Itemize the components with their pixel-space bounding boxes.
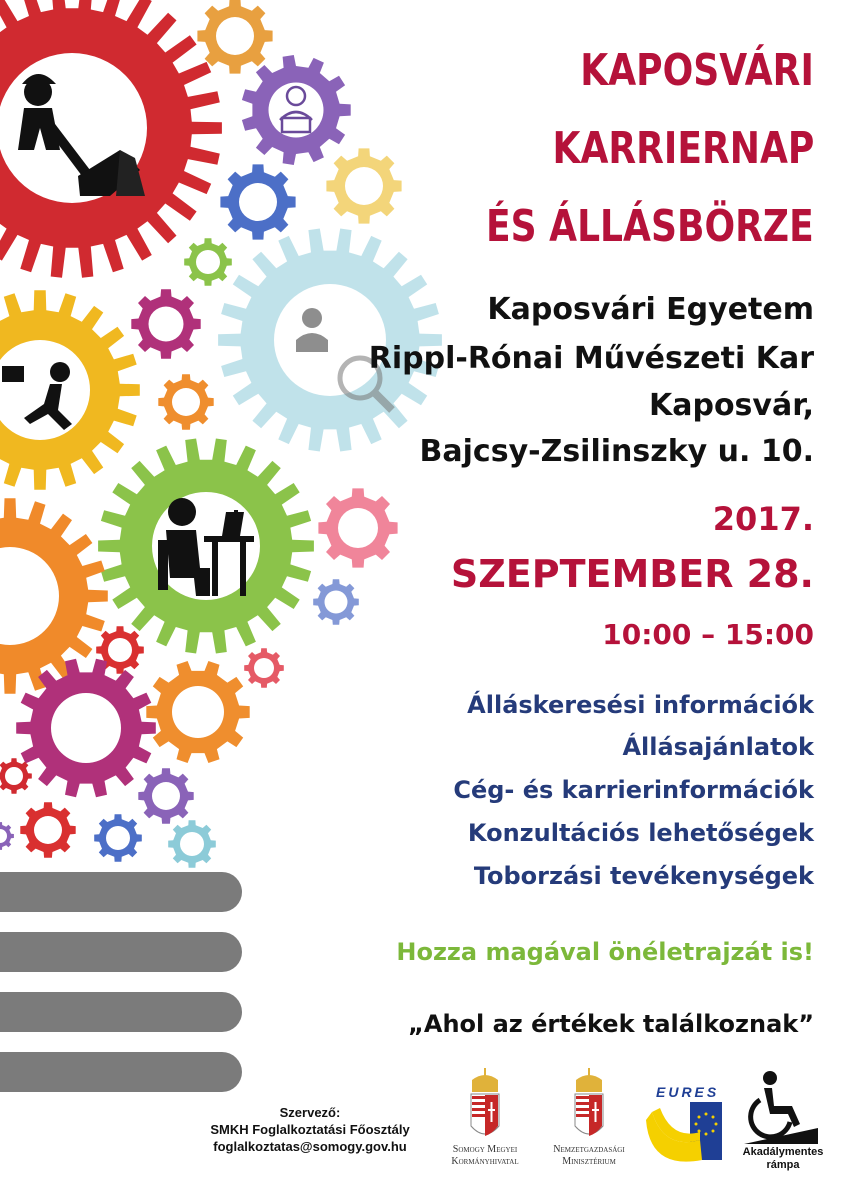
somogy-coat-of-arms-icon <box>471 1068 499 1136</box>
construction-worker-icon <box>18 74 145 196</box>
gear-icon <box>146 661 249 763</box>
organizer-block <box>190 1104 430 1155</box>
venue-faculty: Rippl-Rónai Művészeti Kar <box>368 341 814 376</box>
title-line-3: ÉS ÁLLÁSBÖRZE <box>486 201 814 252</box>
somogy-caption-line-2: Kormányhivatal <box>451 1156 519 1167</box>
gear-icon <box>98 439 314 654</box>
gear-icon <box>318 488 397 567</box>
eures-logo-text: EURES <box>656 1084 720 1100</box>
feature-item: Konzultációs lehetőségek <box>467 819 814 847</box>
venue-street: Bajcsy-Zsilinszky u. 10. <box>419 434 814 469</box>
gear-icon <box>184 238 232 286</box>
gear-icon <box>326 148 401 223</box>
person-at-computer-icon <box>158 498 254 596</box>
ministry-caption-line-2: Minisztérium <box>562 1156 616 1167</box>
accessibility-caption-line-1: Akadálymentes <box>742 1146 824 1158</box>
gear-icon <box>0 822 14 850</box>
feature-item: Toborzási tevékenységek <box>473 862 814 890</box>
organizer-email: foglalkoztatas@somogy.gov.hu <box>213 1139 407 1154</box>
gear-icon <box>0 758 32 794</box>
organizer-label: Szervező: <box>279 1105 341 1120</box>
office-worker-icon <box>280 87 312 132</box>
title-line-1: KAPOSVÁRI <box>580 45 814 96</box>
lightbulb-base <box>0 872 242 1092</box>
gear-icon <box>94 814 142 862</box>
gear-icon <box>131 289 200 358</box>
gear-icon <box>220 164 295 239</box>
gear-icon <box>20 802 75 857</box>
ministry-logo-caption <box>534 1144 644 1168</box>
eures-logo-icon <box>646 1102 722 1162</box>
gear-icon <box>197 0 272 74</box>
feature-item: Cég- és karrierinformációk <box>453 776 814 804</box>
running-businessman-icon <box>2 362 72 430</box>
organizer-name: SMKH Foglalkoztatási Főosztály <box>210 1122 410 1137</box>
event-date: SZEPTEMBER 28. <box>450 552 814 596</box>
gear-icon <box>313 579 359 625</box>
feature-item: Állásajánlatok <box>622 733 814 761</box>
feature-item: Álláskeresési információk <box>467 691 814 719</box>
accessibility-caption <box>740 1146 826 1172</box>
ministry-coat-of-arms-icon <box>575 1068 603 1136</box>
somogy-caption-line-1: Somogy Megyei <box>452 1144 518 1155</box>
somogy-logo-caption <box>432 1144 538 1168</box>
gear-icon <box>158 374 213 429</box>
gear-icon <box>0 290 140 490</box>
slogan-text: „Ahol az értékek találkoznak” <box>408 1010 814 1038</box>
cta-text: Hozza magával önéletrajzát is! <box>396 938 814 966</box>
gear-icon <box>168 820 216 868</box>
wheelchair-icon <box>744 1071 818 1144</box>
venue-city: Kaposvár, <box>648 388 814 423</box>
gear-icon <box>244 648 284 688</box>
accessibility-caption-line-2: rámpa <box>766 1159 800 1171</box>
event-year: 2017. <box>712 500 814 538</box>
title-line-2: KARRIERNAP <box>552 123 814 174</box>
gear-icon <box>0 498 108 694</box>
gear-icon <box>138 768 193 823</box>
venue-university: Kaposvári Egyetem <box>487 292 814 327</box>
gear-icon <box>242 55 351 165</box>
event-time: 10:00 – 15:00 <box>602 618 814 651</box>
ministry-caption-line-1: Nemzetgazdasági <box>553 1144 625 1155</box>
